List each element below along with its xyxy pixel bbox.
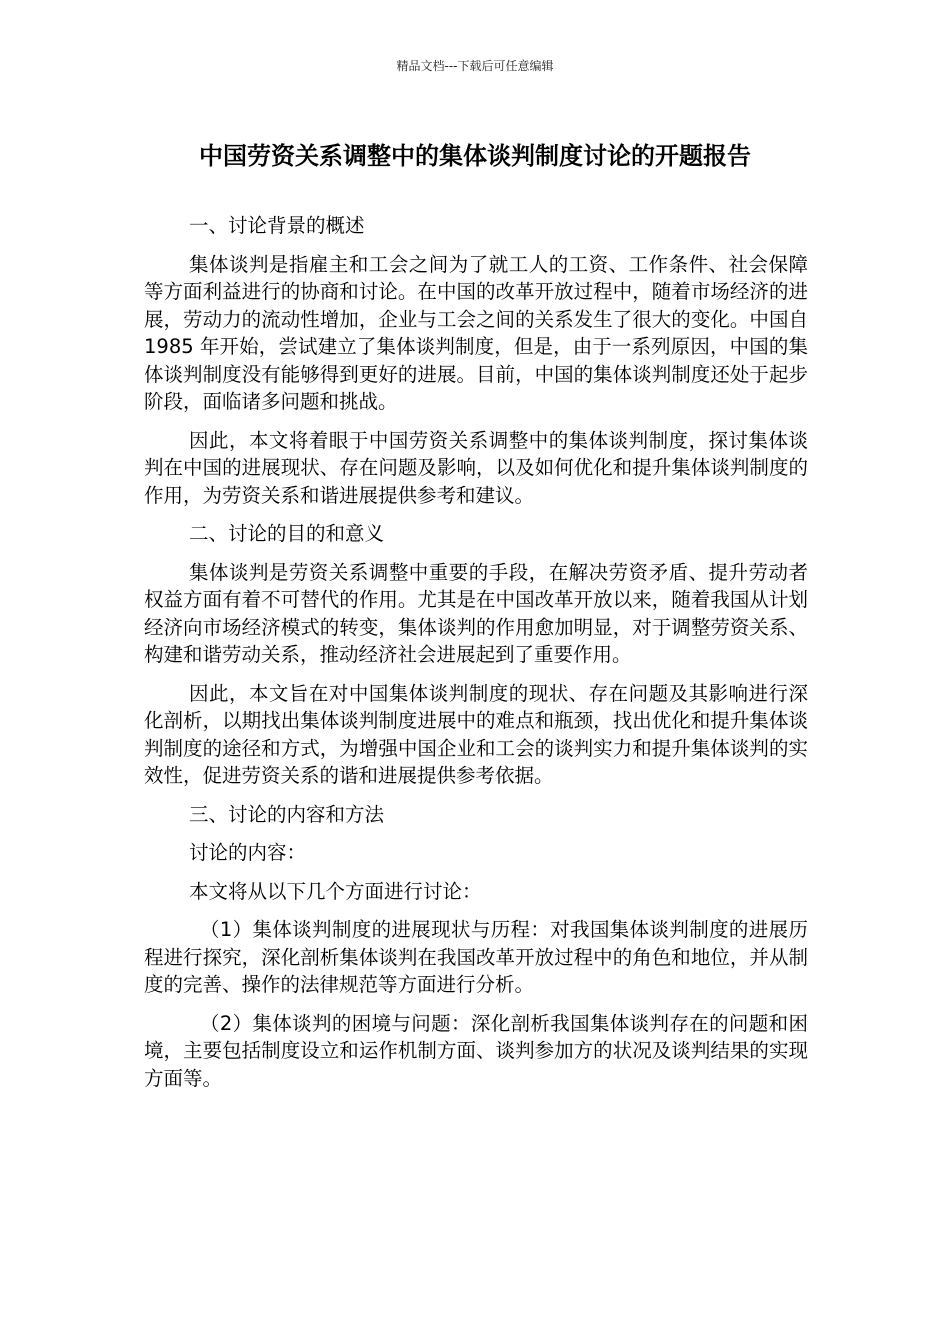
page-header-watermark: 精品文档---下载后可任意编辑 [396,59,554,73]
list-item-2: （2）集体谈判的困境与问题：深化剖析我国集体谈判存在的问题和困境，主要包括制度设立和运作机制方面、谈判参加方的状况及谈判结果的实现方面等。 [144,1011,808,1090]
paragraph-background-definition: 集体谈判是指雇主和工会之间为了就工人的工资、工作条件、社会保障等方面利益进行的协商和讨论。在中国的改革开放过程中，随着市场经济的进展，劳动力的流动性增加，企业与工会之间的关系发生了很大的变化。中国自 1985 年开始，尝试建立了集体谈判制度，但是，由于一系列原因，中国的集体谈判制度没有能够得到更好的进展。目前，中国的集体谈判制度还处于起步阶段，面临诸多问题和挑战。 [144,252,808,413]
section-heading-background: 一、讨论背景的概述 [189,214,365,237]
paragraph-background-focus: 因此，本文将着眼于中国劳资关系调整中的集体谈判制度，探讨集体谈判在中国的进展现状、存在问题及影响，以及如何优化和提升集体谈判制度的作用，为劳资关系和谐进展提供参考和建议。 [144,428,808,507]
paragraph-purpose-importance: 集体谈判是劳资关系调整中重要的手段，在解决劳资矛盾、提升劳动者权益方面有着不可替代的作用。尤其是在中国改革开放以来，随着我国从计划经济向市场经济模式的转变，集体谈判的作用愈加明显，对于调整劳资关系、构建和谐劳动关系，推动经济社会进展起到了重要作用。 [144,560,808,666]
list-item-1: （1）集体谈判制度的进展现状与历程：对我国集体谈判制度的进展历程进行探究，深化剖析集体谈判在我国改革开放过程中的角色和地位，并从制度的完善、操作的法律规范等方面进行分析。 [144,918,808,996]
document-title: 中国劳资关系调整中的集体谈判制度讨论的开题报告 [199,142,751,170]
paragraph-purpose-aim: 因此，本文旨在对中国集体谈判制度的现状、存在问题及其影响进行深化剖析，以期找出集体谈判制度进展中的难点和瓶颈，找出优化和提升集体谈判制度的途径和方式，为增强中国企业和工会的谈判实力和提升集体谈判的实效性，促进劳资关系的谐和进展提供参考依据。 [144,681,808,787]
section-heading-purpose: 二、讨论的目的和意义 [189,522,385,545]
subheading-content: 讨论的内容： [189,841,307,864]
document-body [144,212,808,1103]
paragraph-content-intro: 本文将从以下几个方面进行讨论： [189,879,482,903]
section-heading-content-method: 三、讨论的内容和方法 [189,802,385,826]
